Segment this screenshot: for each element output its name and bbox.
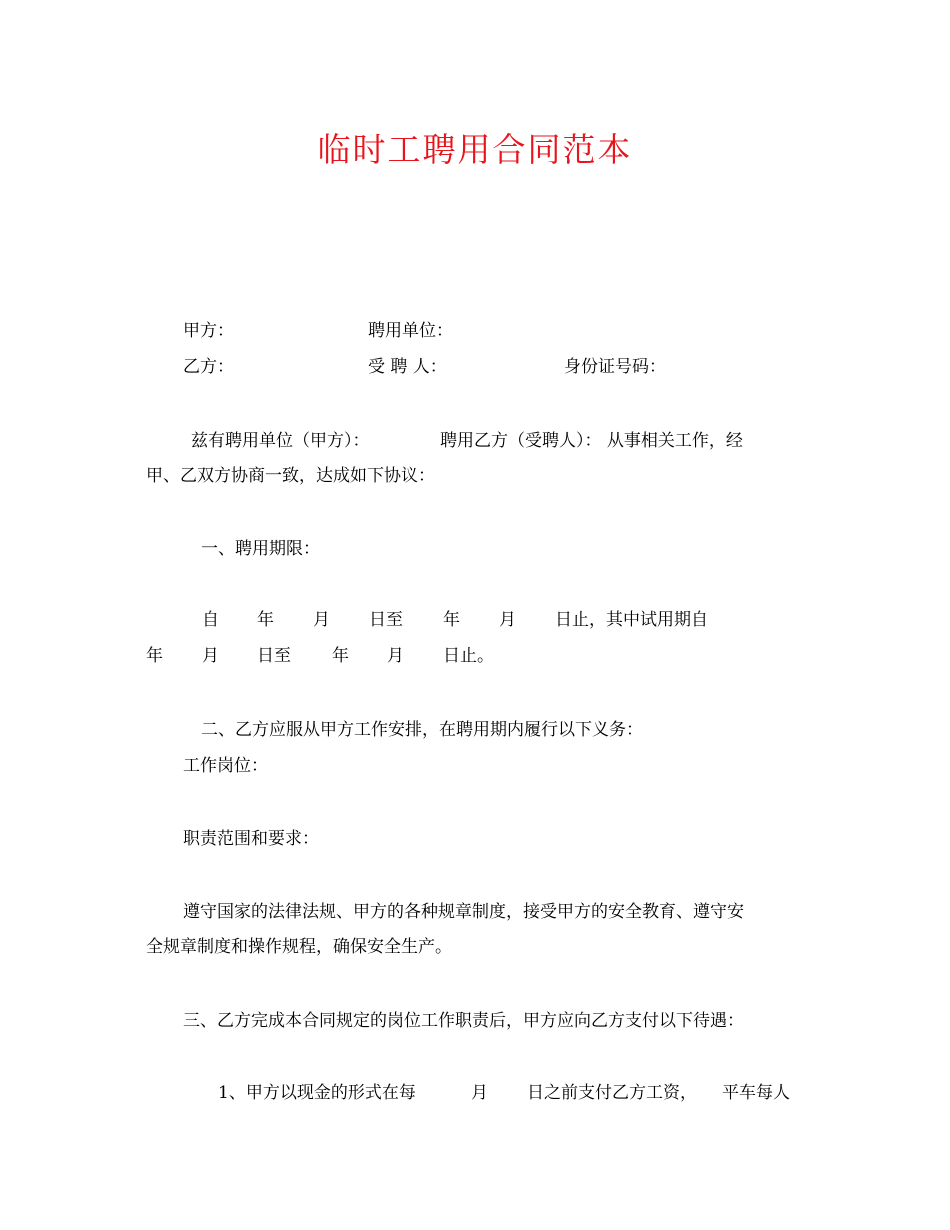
term-from: 自 [202,610,219,630]
intro-line2: 甲、乙双方协商一致，达成如下协议： [146,466,435,486]
term-year2: 年 [443,610,460,630]
pay-item1-part2: 日之前支付乙方工资， [527,1083,697,1103]
trial-year1: 年 [146,646,163,666]
party-a-label: 甲方： [183,321,234,341]
intro-part2: 聘用乙方（受聘人）： 从事相关工作，经 [440,431,743,451]
section2-heading: 二、乙方应服从甲方工作安排，在聘用期内履行以下义务： [201,720,643,740]
term-month2: 月 [499,610,516,630]
pay-item1-month: 月 [471,1083,488,1103]
duties-label: 职责范围和要求： [183,829,319,849]
post-label: 工作岗位： [183,756,268,776]
intro-part1: 兹有聘用单位（甲方）： [191,431,370,451]
section1-heading: 一、聘用期限： [201,539,320,559]
trial-month1: 月 [202,646,219,666]
page-title: 临时工聘用合同范本 [317,130,633,169]
term-month1: 月 [313,610,330,630]
pay-item1-part3: 平车每人 [722,1083,790,1103]
trial-end: 日止。 [443,646,494,666]
term-end-trial: 日止，其中试用期自 [555,610,708,630]
employer-label: 聘用单位： [368,321,453,341]
party-b-label: 乙方： [183,357,234,377]
term-day-to: 日至 [369,610,403,630]
section3-heading: 三、乙方完成本合同规定的岗位工作职责后，甲方应向乙方支付以下待遇： [183,1011,744,1031]
employee-label: 受 聘 人： [368,357,447,377]
pay-item1-part1: 1、甲方以现金的形式在每 [218,1083,416,1103]
trial-day-to: 日至 [257,646,291,666]
trial-month2: 月 [387,646,404,666]
id-number-label: 身份证号码： [564,357,666,377]
rules-line2: 全规章制度和操作规程，确保安全生产。 [146,937,452,957]
rules-line1: 遵守国家的法律法规、甲方的各种规章制度，接受甲方的安全教育、遵守安 [183,902,744,922]
term-year1: 年 [257,610,274,630]
trial-year2: 年 [332,646,349,666]
